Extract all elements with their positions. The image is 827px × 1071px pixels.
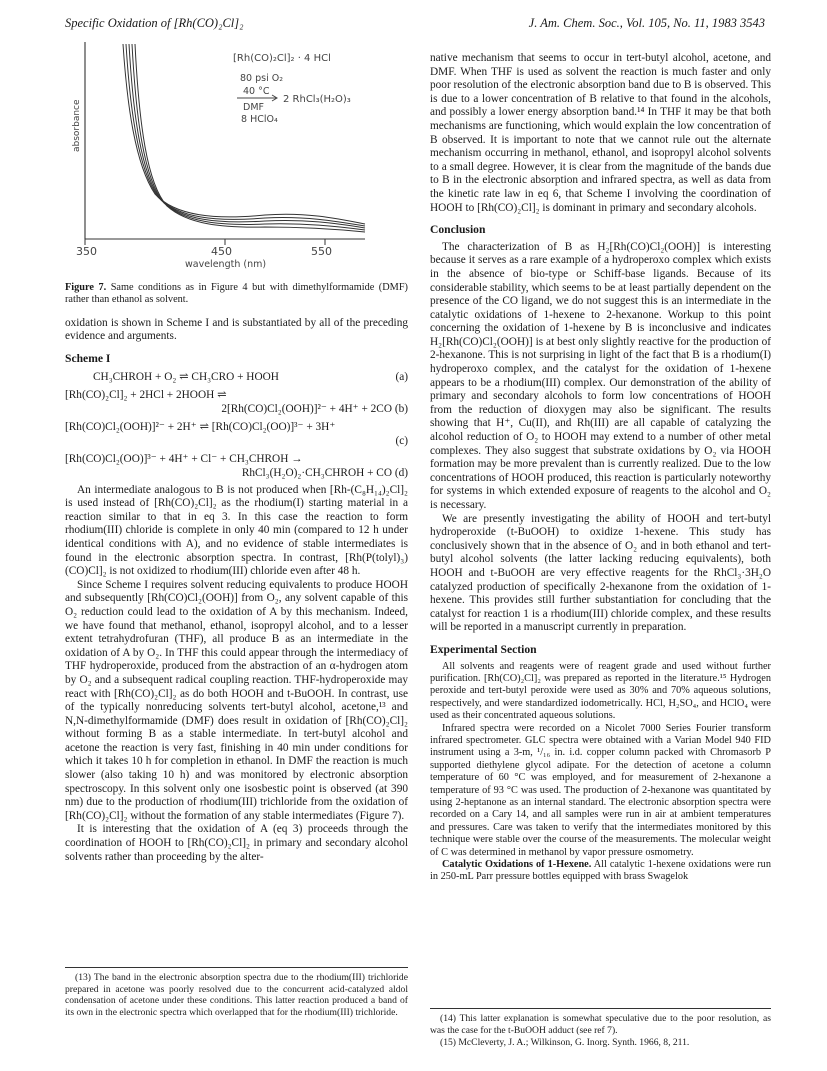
footnote-text: (13) The band in the electronic absorption spectra due to the rhodium(III) trichloride prepared in acetone was poorly resolved due to the concurrent acid-catalyzed aldol condensation of acetone under these conditions. This latter reaction produced a band of its own in the electronic spectra which overlapped that for the rhodium(III) trichloride. <box>65 972 408 1018</box>
figure-7 <box>65 34 408 272</box>
reactant-label: [Rh(CO)₂Cl]₂ · 4 HCl <box>233 53 331 64</box>
tick-label-550: 550 <box>311 245 332 258</box>
equation-d <box>65 452 408 480</box>
paragraph: All solvents and reagents were of reagent grade and used without further purification. [Rh(CO)₂Cl]₂ was prepared as reported in the literature.¹⁵ Hydrogen peroxide and tert-butyl peroxide were used as 30% and 70% aqueous solutions, respectively, and were standardized iodometrically. HCl, H₂SO₄, and HClO₄ were used as their concentrated aqueous solutions. <box>430 660 771 722</box>
equation-c-line1: [Rh(CO)Cl₂(OOH)]²⁻ + 2H⁺ ⇌ [Rh(CO)Cl₂(OO)]³⁻ + 3H⁺ <box>65 420 336 433</box>
equation-c <box>65 420 408 448</box>
right-column <box>430 52 771 884</box>
equation-b-line2: 2[Rh(CO)Cl₂(OOH)]²⁻ + 4H⁺ + 2CO (b) <box>221 402 408 415</box>
condition-acid: 8 HClO₄ <box>241 114 278 125</box>
spectrum-curve <box>129 44 365 228</box>
equation-a-tag: (a) <box>395 370 408 383</box>
equation-a <box>65 370 408 384</box>
experimental-heading: Experimental Section <box>430 642 537 656</box>
x-axis-label: wavelength (nm) <box>185 259 267 270</box>
equation-a-text: CH₃CHROH + O₂ ⇌ CH₃CRO + HOOH <box>93 370 279 383</box>
running-header-right: J. Am. Chem. Soc., Vol. 105, No. 11, 1983 3543 <box>528 16 765 30</box>
scheme-title: Scheme I <box>65 352 111 365</box>
running-header-left: Specific Oxidation of [Rh(CO)₂Cl]₂ <box>65 16 244 30</box>
paragraph-text: All catalytic 1-hexene oxidations were run in 250-mL Parr pressure bottles equipped with brass Swagelok <box>430 859 771 883</box>
footnote-14: (14) This latter explanation is somewhat speculative due to the poor resolution, as was the case for the t-BuOOH adduct (see ref 7). <box>430 1013 771 1036</box>
paragraph <box>430 859 771 884</box>
equation-b-line1: [Rh(CO)₂Cl]₂ + 2HCl + 2HOOH ⇌ <box>65 388 227 401</box>
paragraph: It is interesting that the oxidation of A (eq 3) proceeds through the coordination of HOOH to [Rh(CO)₂Cl]₂ in primary and secondary alcohol solvents rather than proceeding by the alter- <box>65 823 408 863</box>
paragraph: An intermediate analogous to B is not produced when [Rh-(C₈H₁₄)₂Cl]₂ is used instead of [Rh(CO)₂Cl]₂ as the rhodium(I) starting material in a reaction similar to that in eq 3. In this case the reaction to form rhodium(III) chloride is complete in only 40 min (compared to 12 h under identical conditions with A), and no evidence of stable intermediates is found in the electronic absorption spectra. In contrast, [Rh(P(tolyl)₃)(CO)Cl]₂ is not oxidized to rhodium(III) chloride even after 48 h. <box>65 483 408 578</box>
paragraph: We are presently investigating the ability of HOOH and tert-butyl hydroperoxide (t-BuOOH) to oxidize 1-hexene. This study has conclusively shown that in the absence of O₂ and in both ethanol and tert-butyl alcohol solvents (the latter lacking reducing equivalents), both HOOH and t-BuOOH are very effective reagents for the RhCl₃·3H₂O catalyzed production of specifically 2-hexanone from the oxidation of 1-hexene. This provides still further substantiation for concluding that the catalyst for reaction 1 is a rhodium(III) chloride complex, and these results will be reported in a manuscript currently in preparation. <box>430 512 771 634</box>
footnote-15: (15) McCleverty, J. A.; Wilkinson, G. Inorg. Synth. 1966, 8, 211. <box>440 1037 690 1049</box>
figure-caption <box>65 282 408 307</box>
equation-d-line1: [Rh(CO)Cl₂(OO)]³⁻ + 4H⁺ + Cl⁻ + CH₃CHROH → <box>65 452 303 465</box>
paragraph: oxidation is shown in Scheme I and is substantiated by all of the preceding evidence and arguments. <box>65 316 408 343</box>
tick-label-350: 350 <box>76 245 97 258</box>
y-axis-label: absorbance <box>72 99 82 152</box>
paragraph: The characterization of B as H₂[Rh(CO)Cl₂(OOH)] is interesting because it serves as a rare example of a hydroperoxo complex which exists in the absence of bio-type or Schiff-base ligands. Because of its considerable stability, which seems to be at least partially dependent on the presence of the CO ligand, we do not suggest this is an intermediate in the catalytic oxidations of 1-hexene to 2-hexanone. Workup to this point concerning the oxidation of 1-hexene by B is inconclusive and indicates H₂[Rh(CO)Cl₂(OOH)] is at best only slightly reactive for the production of 2-hexanone. This is not surprising in light of the fact that B is a rhodium(I) hydroperoxo complex, and the catalyst for the oxidation of 1-hexene appears to be a rhodium(III) complex. Our demonstration of the ability of primary and secondary alcohols to form low concentrations of HOOH from the reduction of dioxygen may also be significant. The results showing that H⁺, Cu(II), and Rh(III) are all capable of catalyzing the alcohol reduction of O₂ to HOOH may extend to a number of other metal complexes. They also suggest that substrate oxidations by O₂ via HOOH formation may be more prevalent than is currently realized. Due to the low concentrations of HOOH produced, this reaction is particularly noteworthy for systems in which extended exposure of reagents to the alcohol and O₂ is necessary. <box>430 240 771 511</box>
footnote-13 <box>65 967 408 1019</box>
equation-d-line2: RhCl₃(H₂O)₂·CH₃CHROH + CO (d) <box>241 466 408 479</box>
figure-caption-label: Figure 7. <box>65 282 107 293</box>
left-column <box>65 34 408 864</box>
product-label: 2 RhCl₃(H₂O)₃ <box>283 94 351 105</box>
absorbance-spectrum-plot <box>65 34 408 272</box>
footnotes-right <box>430 1008 771 1050</box>
equation-c-tag: (c) <box>395 434 408 447</box>
paragraph: Infrared spectra were recorded on a Nicolet 7000 Series Fourier transform infrared spectrometer. GLC spectra were obtained with a Varian Model 940 FID instrument using a 3-m, ¹/₁₆ in. i.d. copper column packed with Chromasorb P supported diethylene glycol adipate. For the detection of acetone a column temperature of 60 °C was employed, and for measurement of 2-hexanone a temperature of 93 °C was used. The production of 2-hexanone was quantitated by using 2-heptanone as an internal standard. The electronic absorption spectra were recorded on a Cary 14, and all samples were run in air at ambient temperatures and pressures. Care was taken to verify that the intermediates monitored by this technique were stable over the course of the measurements. The molecular weight of C was determined in methanol by vapor pressure osmometry. <box>430 722 771 858</box>
condition-pressure: 80 psi O₂ <box>240 73 284 84</box>
paragraph: native mechanism that seems to occur in tert-butyl alcohol, acetone, and DMF. When THF is used as solvent the reaction is much faster and only poor resolution of the electronic absorption band due to B is observed. This is due to a lower concentration of B relative to that found in the alcohols, and possibly a lower energy absorption band.¹⁴ In THF it may be that both mechanisms are functioning, which would explain the low concentration of B observed. It is important to note that we cannot rule out the alternate mechanism occurring in methanol, ethanol, and isopropyl alcohol solvents to a small degree. However, it is clear from the magnitude of the bands due to B in the electronic absorption and infrared spectra, as well as data from the kinetic rate law in eq 6, that Scheme I involving the coordination of HOOH to [Rh(CO)₂Cl]₂ is dominant in primary and secondary alcohols. <box>430 52 771 214</box>
condition-temperature: 40 °C <box>243 86 270 97</box>
tick-label-450: 450 <box>211 245 232 258</box>
spectrum-curve <box>132 44 365 230</box>
equation-b <box>65 388 408 416</box>
paragraph: Since Scheme I requires solvent reducing equivalents to produce HOOH and subsequently [Rh(CO)Cl₂(OOH)] from O₂, any solvent capable of this O₂ reduction could lead to the oxidation of A by this mechanism. Indeed, we have found that methanol, ethanol, isopropyl alcohol, and to a lesser extent tetrahydrofuran (THF), all produce B as an intermediate in the oxidation of A by O₂. In THF this could appear through the intermediacy of THF hydroperoxide, produced from the abstraction of an α-hydrogen atom by O₂ and a subsequent radical coupling reaction. THF-hydroperoxide may react with [Rh(CO)₂Cl]₂ as do both HOOH and t-BuOOH. In contrast, use of the typically nonreducing solvents tert-butyl alcohol, acetone,¹³ and N,N-dimethylformamide (DMF) does result in oxidation of [Rh(CO)₂Cl]₂ without forming B as a stable intermediate. In tert-butyl alcohol and acetone the reaction is very fast, finishing in 40 min under conditions for which it takes 10 h for completion in ethanol. In DMF the reaction is much slower (also taking 10 h) and was monitored by electronic absorption spectroscopy. In this solvent only one isosbestic point is observed (at 390 nm) due to the production of rhodium(III) trichloride from the oxidation of [Rh(CO)₂Cl]₂ without the formation of any stable intermediates (Figure 7). <box>65 578 408 822</box>
conclusion-heading: Conclusion <box>430 223 486 237</box>
subsection-title: Catalytic Oxidations of 1-Hexene. <box>442 859 592 871</box>
condition-solvent: DMF <box>243 102 264 113</box>
figure-caption-text: Same conditions as in Figure 4 but with dimethylformamide (DMF) rather than ethanol as solvent. <box>65 282 408 306</box>
